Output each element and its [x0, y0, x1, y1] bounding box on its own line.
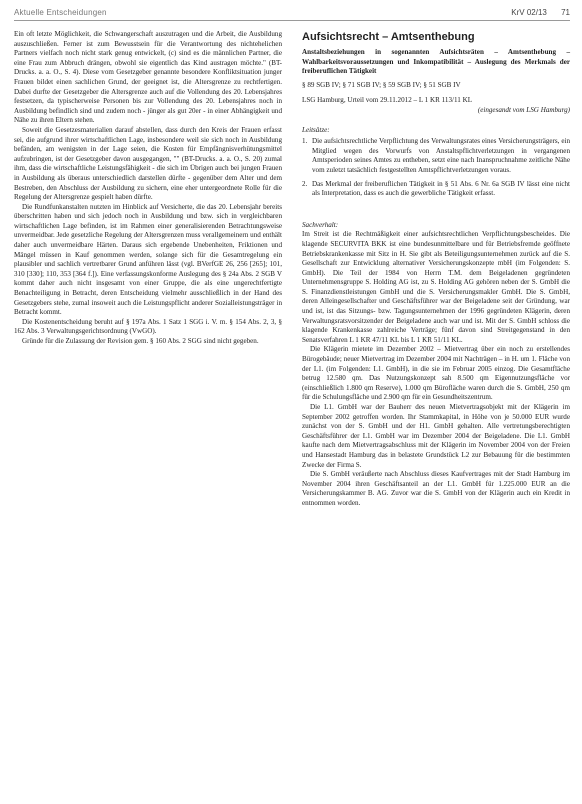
right-column [302, 30, 570, 509]
leitsaetze-list [302, 137, 570, 199]
leitsatz-item [302, 180, 570, 199]
sachverhalt-paragraph-3: Die L1. GmbH war der Bauherr des neuen Mietvertragsobjekt mit der Klägerin im September 2002 getroffen worden. Ihr Stammkapital, in Höhe von je 50.000 EUR wurde zunächst von der S. GmbH und der H1. GmbH gehalten. Alle vertretungsberechtigten Geschäftsführer der L1. GmbH war im Dezember 2004 der Beigeladene. Die L1. GmbH kaufte nach dem Mietvertragsabschluss mit der Klägerin im November 2004 von der Freien und Hansestadt Hamburg das in belastete Grundstück L2 zur Bebauung für die bestimmten Zwecke der Firma S. [302, 403, 570, 469]
journal-section-title: Aktuelle Entscheidungen [14, 8, 107, 17]
issue-number: KrV 02/13 [511, 8, 547, 17]
legal-norms: § 89 SGB IV; § 71 SGB IV; § 59 SGB IV; § 51 SGB IV [302, 80, 461, 89]
left-paragraph-3: Die Rundfunkanstalten nutzten im Hinblick auf Versicherte, die das 20. Lebensjahr bereits überschritten haben und sich jedoch noch in Ausbildung und bzw. sich in vergleichbaren wirtschaftlichen Lage befinden, ist im Rahmen einer generalisierenden Betrachtungsweise unvermeidbar. Jede gesetzliche Regelung der Altersgrenzen muss verallgemeinern und enthält daher auch unvermeidbare Härten. Daraus sich ergebende Unebenheiten, Friktionen und Mängel müssen in Kauf genommen werden, solange sich für die Gesamtregelung ein plausibler und sachlich vertretbarer Grund anführen lässt (vgl. BVerfGE 26, 256 [265]; 101, 310 [330]; 110, 353 [364 f.]). Eine verfassungskonforme Auslegung des § 24a Abs. 2 SGB V kommt daher auch nicht insgesamt von einer Gruppe, die als eine ungerechtfertigte Benachteiligung in Betracht, deren Entscheidung vielmehr ausschließlich in der Hand des Gesetzgebers stehe, zumal insoweit auch die Leistungspflicht anderer Sozialleistungsträger in Betracht kommt. [14, 202, 282, 317]
left-column [14, 30, 282, 347]
left-paragraph-4: Die Kostenentscheidung beruht auf § 197a Abs. 1 Satz 1 SGG i. V. m. § 154 Abs. 2, 3, § 162 Abs. 3 Verwaltungsgerichtsordnung (VwGO). [14, 317, 282, 336]
article-subtitle: Anstaltsbeziehungen in sogenannten Aufsichtsräten – Amtsenthebung – Wahlbarkeitsvoraussetzungen und Inkompatibilität – Auslegung des Merkmals der freiberuflichen Tätigkeit [302, 48, 570, 76]
page-number: 71 [561, 8, 570, 17]
running-header [14, 8, 570, 21]
court-decision-line: LSG Hamburg, Urteil vom 29.11.2012 – L 1 KR 113/11 KL [302, 96, 473, 105]
left-paragraph-2: Soweit die Gesetzesmaterialien darauf abstellen, dass durch den Kreis der Frauen erfasst sei, die aufgrund ihrer wirtschaftlichen Lage, insbesondere weil sie sich noch in Ausbildung befänden, am wenigsten in der Lage seien, die Kosten für Empfängnisverhütungsmittel aufzubringen, ist der Gesetzgeber davon ausgegangen, "" (BT-Drucks. a. a. O., S. 20) zumal ihm, dass die wirtschaftliche Leistungsfähigkeit - die sich im Übrigen auch bei jungen Frauen in Ausbildung als überaus unterschiedlich darstellen dürfte - gegenüber dem Alter und dem Bestreben, den Abschluss der Ausbildung zu sichern, eine eher untergeordnete Rolle für die Regelung der Altersgrenze gespielt haben dürfte. [14, 125, 282, 202]
court-reference [302, 96, 570, 115]
leitsatz-number: 2. [302, 179, 308, 188]
left-paragraph-5: Gründe für die Zulassung der Revision gem. § 160 Abs. 2 SGG sind nicht gegeben. [22, 337, 259, 345]
leitsatz-item [302, 137, 570, 175]
article-title: Aufsichtsrecht – Amtsenthebung [302, 31, 475, 43]
left-paragraph-1: Ein oft letzte Möglichkeit, die Schwangerschaft auszutragen und die Arbeit, die Ausbildung auszuschließen. Ferner ist zum Bewusstsein für die Verantwortung des nichtehelichen Partners vielfach noch nicht stark genug entwickelt, (c) sind es die männlichen Partner, die eine Frau zum Abbruch drängen, obwohl sie eigentlich das Kind austragen möchte." (BT-Drucks. a. a. O., S. 4). Diese vom Gesetzgeber genannte besondere Konfliktsituation junger Frauen bildet einen sachlichen Grund, der geeignet ist, die Altersgrenze zu rechtfertigen. Dabei durfte der Gesetzgeber die Altersgrenze auch auf die Vollendung des 20. Lebensjahres festsetzen, da typischerweise Personen bis zur Vollendung des 20. Lebensjahres noch in Ausbildung befindlich sind und zudem noch - jünger als gut 20er - in einer Abhängigkeit und Nähe zu ihren Eltern stehen. [14, 30, 282, 125]
header-issue-page [499, 8, 570, 17]
leitsatz-number: 1. [302, 137, 308, 146]
leitsatz-text: Das Merkmal der freiberuflichen Tätigkeit in § 51 Abs. 6 Nr. 6a SGB IV lässt eine nicht als Interpretation, dass es auch die gewerbliche Tätigkeit erfasst. [312, 179, 570, 198]
leitsatz-text: Die aufsichtsrechtliche Verpflichtung des Verwaltungsrates eines Versicherungsträgers, ein Mitglied wegen des Vorwurfs von Anstaltspflichtverletzungen in vergangenen Amtsperioden seines Amtes zu entheben, setzt eine nach Inanspruchnahme zeitliche Nähe vom zuletzt tatsächlich festgestellten Amtspflichtverletzungen voraus. [312, 137, 570, 174]
leitsaetze-label: Leitsätze: [302, 125, 330, 134]
sachverhalt-paragraph-1: Im Streit ist die Rechtmäßigkeit einer aufsichtsrechtlichen Verpflichtungsbescheides. Die klagende SECURVITA BKK ist eine bundesunmittelbare und für Betriebsfremde geöffnete Betriebskrankenkasse mit Sitz in H. Sie gibt als Beteiligungsunternehmen zurück auf die S. Gesellschaft zur Entwicklung alternativer Versicherungskonzepte mbH (im Folgenden: S. GmbH). Die Teil der 1984 von Herrn T.M. dem Beigeladenen gegründeten Unternehmensgruppe S. Holding AG ist, zu S. Holding AG gehören neben der S. GmbH die S. Finanzdienstleistungen GmbH und die S. Versicherungsmakler GmbH. Die S. GmbH, deren Alleingesellschafter und Geschäftsführer war der Beigeladene seit der Gründung, war und ist, ist das Sitzungs- bzw. Tagungsunternehmen der 1996 gegründeten Klägerin, deren Verwaltungsratsvorsitzender der Beigeladene auch war und ist. Mit der S. GmbH schloss die klagende Krankenkasse zahlreiche Verträge; fünf davon sind Streitgegenstand in den Senatsverfahren L 1 KR 47/11 KL bis L 1 KR 51/11 KL. [302, 230, 570, 344]
submitted-by: (eingesandt vom LSG Hamburg) [477, 105, 570, 114]
sachverhalt-paragraph-4: Die S. GmbH veräußerte nach Abschluss dieses Kaufvertrages mit der Stadt Hamburg im November 2004 ihren Geschäftsanteil an der L1. GmbH für 1.225.000 EUR an die Versicherungskammer B. AG. Zuvor war die S. GmbH von der Klägerin auch ein Kredit in entnommen worden. [302, 470, 570, 507]
sachverhalt-paragraph-2: Die Klägerin mietete im Dezember 2002 – Mietvertrag über ein noch zu erstellendes Bürogebäude; neuer Mietvertrag im Dezember 2004 mit Nachträgen – in H. um 1. Fläche von der L1. (im Folgenden: L1. GmbH), in die sie im Februar 2005 einzog. Die Gesamtfläche betrug 12.580 qm. Das Nutzungskonzept sah 8.500 qm Eigennutzungsfläche vor (einschließlich 1.800 qm Reserve), 1.000 qm Bürofläche waren durch die S. GmbH, 250 qm für die Schulungsfläche und 2.900 qm für ein Gesundheitszentrum. [302, 345, 570, 402]
sachverhalt-label: Sachverhalt: [302, 220, 339, 229]
section-spacer [302, 205, 570, 217]
